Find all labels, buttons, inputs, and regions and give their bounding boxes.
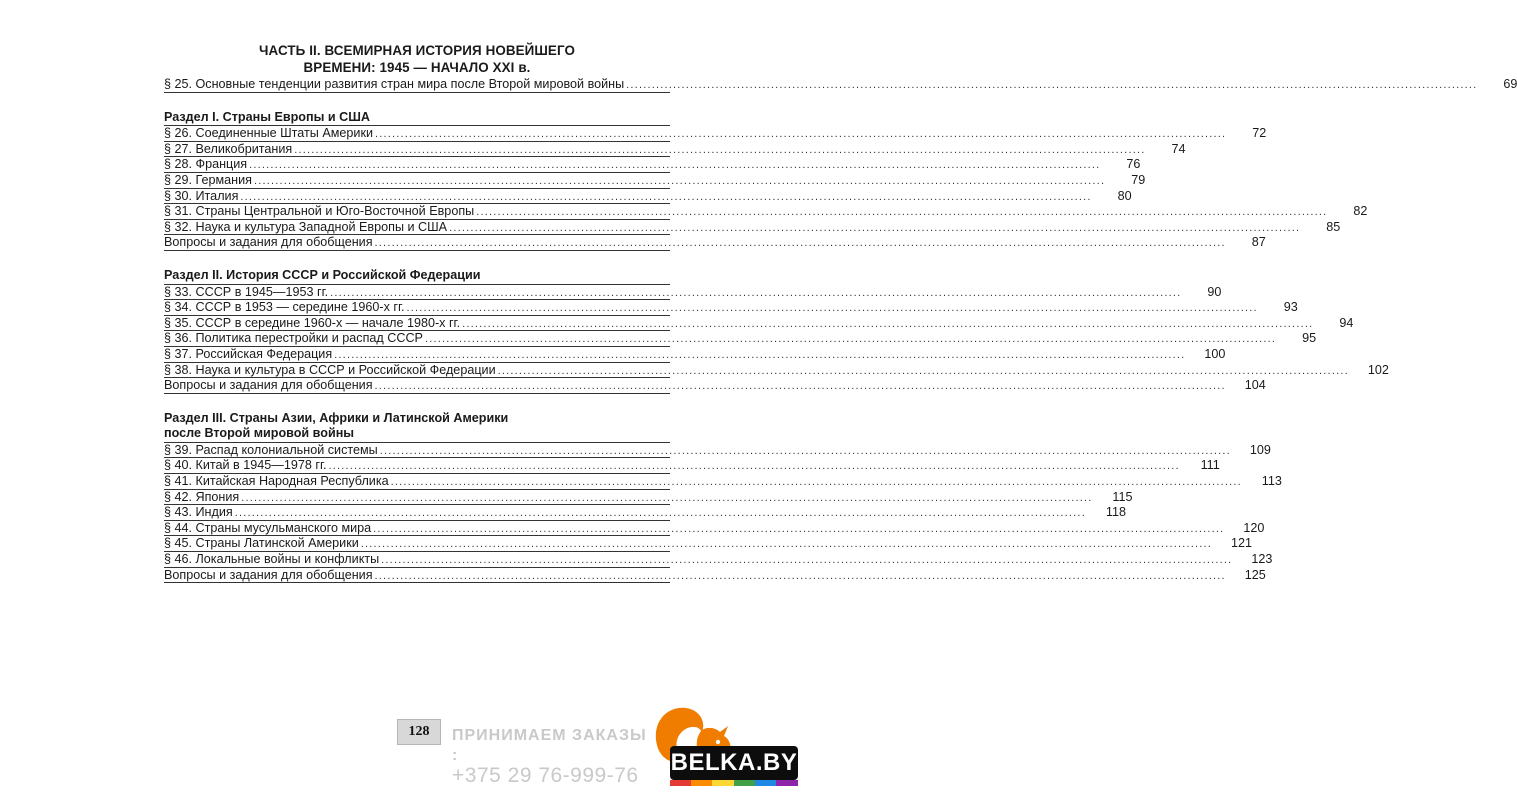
- toc-leader-dots: ........................................................................................................................................................................................................: [241, 491, 1093, 504]
- toc-item-page: 69: [1503, 77, 1517, 91]
- section-gap: [164, 394, 670, 411]
- toc-row: [164, 188, 1132, 205]
- toc-row: [164, 567, 1266, 584]
- toc-row: [164, 442, 1271, 459]
- toc-row: [164, 489, 1133, 506]
- toc-leader-dots: ........................................................................................................................................................................................................: [390, 476, 1242, 489]
- toc-item-page: 95: [1302, 331, 1317, 346]
- toc-item-page: 102: [1367, 362, 1389, 377]
- toc-row: [164, 474, 1282, 490]
- watermark-phone: +375 29 76-999-76: [452, 764, 639, 787]
- section-heading-line: после Второй мировой войны: [164, 426, 355, 441]
- toc-leader-dots: ........................................................................................................................................................................................................: [374, 380, 1226, 393]
- toc-item-page: 120: [1243, 520, 1265, 535]
- toc-item-page: 85: [1326, 219, 1341, 234]
- section-heading: [164, 268, 670, 285]
- toc-item-label: § 27. Великобритания: [164, 141, 293, 156]
- section-heading: [164, 110, 670, 127]
- toc-item-label: § 41. Китайская Народная Республика: [164, 474, 389, 489]
- toc-row: [164, 126, 1267, 142]
- toc-row: [164, 505, 1126, 521]
- toc-item-page: 109: [1249, 442, 1271, 457]
- toc-item-page: 118: [1105, 505, 1126, 520]
- toc-leader-dots: ........................................................................................................................................................................................................: [449, 221, 1301, 234]
- toc-item-label: § 33. СССР в 1945—1953 гг.: [164, 284, 329, 299]
- toc-item-label: § 25. Основные тенденции развития стран мира после Второй мировой войны: [164, 77, 625, 91]
- toc-item-page: 80: [1117, 188, 1132, 203]
- toc-item-page: 115: [1112, 489, 1133, 504]
- toc-leader-dots: ........................................................................................................................................................................................................: [379, 444, 1231, 457]
- toc-item-label: § 45. Страны Латинской Америки: [164, 536, 359, 551]
- toc-item-label: § 36. Политика перестройки и распад СССР: [164, 331, 423, 346]
- toc-item-label: § 43. Индия: [164, 505, 233, 520]
- toc-item-label: § 28. Франция: [164, 157, 248, 172]
- toc-item-label: § 29. Германия: [164, 172, 252, 187]
- toc-item-label: § 37. Российская Федерация: [164, 346, 333, 361]
- toc-leader-dots: ........................................................................................................................................................................................................: [253, 174, 1106, 187]
- toc-item-label: § 26. Соединенные Штаты Америки: [164, 126, 374, 141]
- section-heading-line: Раздел II. История СССР и Российской Федерации: [164, 267, 481, 282]
- toc-row: [164, 204, 1368, 220]
- toc-leader-dots: ........................................................................................................................................................................................................: [360, 538, 1213, 551]
- toc-item-label: Вопросы и задания для обобщения: [164, 567, 373, 582]
- toc-leader-dots: ........................................................................................................................................................................................................: [328, 460, 1180, 473]
- toc-item-label: § 34. СССР в 1953 — середине 1960-х гг.: [164, 300, 405, 315]
- toc-item-label: § 30. Италия: [164, 188, 239, 203]
- toc-leader-dots: ........................................................................................................................................................................................................: [626, 79, 1478, 91]
- toc-leader-dots: ........................................................................................................................................................................................................: [375, 128, 1227, 141]
- toc-item-page: 76: [1126, 157, 1141, 172]
- toc-leader-dots: ........................................................................................................................................................................................................: [497, 364, 1349, 377]
- toc-item-label: § 35. СССР в середине 1960-х — начале 1980-х гг.: [164, 315, 461, 330]
- toc-row: [164, 315, 1354, 332]
- toc-row: [164, 346, 1226, 363]
- toc-item-page: 100: [1204, 346, 1226, 361]
- toc-row: [164, 157, 1141, 173]
- toc-item-page: 123: [1251, 552, 1273, 567]
- toc-row: [164, 536, 1253, 552]
- toc-leader-dots: ........................................................................................................................................................................................................: [381, 554, 1233, 567]
- toc-item-label: § 44. Страны мусульманского мира: [164, 520, 372, 535]
- logo-rainbow-stripe: [670, 780, 798, 786]
- part-title-line-1: ЧАСТЬ II. ВСЕМИРНАЯ ИСТОРИЯ НОВЕЙШЕГО: [259, 43, 575, 58]
- toc-leader-dots: ........................................................................................................................................................................................................: [462, 317, 1314, 330]
- toc-row: [164, 284, 1222, 301]
- toc-leader-dots: ........................................................................................................................................................................................................: [374, 569, 1226, 582]
- watermark-text: [452, 726, 652, 786]
- toc-item-label: Вопросы и задания для обобщения: [164, 378, 373, 393]
- toc-leader-dots: ........................................................................................................................................................................................................: [249, 159, 1101, 172]
- part-title: [164, 43, 670, 76]
- part-title-line-2: ВРЕМЕНИ: 1945 — НАЧАЛО XXI в.: [303, 59, 531, 75]
- toc-row: [164, 378, 1266, 394]
- toc-leader-dots: ........................................................................................................................................................................................................: [406, 302, 1258, 315]
- toc-item-page: 104: [1244, 378, 1266, 393]
- toc-leader-dots: ........................................................................................................................................................................................................: [334, 348, 1186, 361]
- toc-row: [164, 300, 1298, 316]
- section-heading-line: Раздел III. Страны Азии, Африки и Латинской Америки: [164, 410, 509, 425]
- toc-row: [164, 141, 1186, 158]
- toc-leader-dots: ........................................................................................................................................................................................................: [476, 206, 1328, 219]
- toc-item-label: Вопросы и задания для обобщения: [164, 235, 373, 250]
- toc-row: [164, 219, 1341, 236]
- toc-item-page: 113: [1261, 474, 1282, 489]
- toc-item-label: § 42. Япония: [164, 489, 240, 504]
- section-gap: [164, 93, 670, 110]
- toc-item-label: § 39. Распад колониальной системы: [164, 442, 378, 457]
- watermark-orders-label: ПРИНИМАЕМ ЗАКАЗЫ :: [452, 727, 647, 764]
- toc-row: [164, 331, 1317, 347]
- toc-item-page: 87: [1251, 235, 1266, 250]
- toc-item-page: 82: [1353, 204, 1368, 219]
- section-gap: [164, 251, 670, 268]
- toc-row: [164, 458, 1220, 474]
- toc-row: [164, 77, 1517, 93]
- section-heading: [164, 411, 670, 443]
- toc-row: [164, 520, 1265, 537]
- toc-item-page: 72: [1252, 126, 1267, 141]
- toc-item-label: § 38. Наука и культура в СССР и Российской Федерации: [164, 362, 496, 377]
- toc-item-label: § 46. Локальные войны и конфликты: [164, 552, 380, 567]
- toc-item-page: 79: [1131, 172, 1146, 187]
- toc-leader-dots: ........................................................................................................................................................................................................: [424, 333, 1277, 346]
- page-number: 128: [397, 719, 441, 745]
- toc-leader-dots: ........................................................................................................................................................................................................: [234, 507, 1086, 520]
- toc-item-page: 74: [1171, 141, 1186, 156]
- toc-row: [164, 552, 1273, 568]
- toc-item-page: 93: [1283, 300, 1298, 315]
- toc-row: [164, 172, 1146, 189]
- section-heading-line: Раздел I. Страны Европы и США: [164, 109, 370, 124]
- toc-leader-dots: ........................................................................................................................................................................................................: [373, 522, 1225, 535]
- toc-leader-dots: ........................................................................................................................................................................................................: [294, 143, 1146, 156]
- toc-item-page: 94: [1339, 315, 1354, 330]
- toc-item-page: 90: [1207, 284, 1222, 299]
- toc-item-page: 111: [1200, 458, 1220, 473]
- toc-row: [164, 362, 1389, 379]
- toc-item-label: § 31. Страны Центральной и Юго-Восточной Европы: [164, 204, 475, 219]
- toc-item-label: § 32. Наука и культура Западной Европы и США: [164, 219, 448, 234]
- toc-item-page: 121: [1231, 536, 1253, 551]
- toc-leader-dots: ........................................................................................................................................................................................................: [330, 286, 1182, 299]
- toc-leader-dots: ........................................................................................................................................................................................................: [374, 237, 1226, 250]
- table-of-contents: [164, 77, 1517, 583]
- toc-item-label: § 40. Китай в 1945—1978 гг.: [164, 458, 327, 473]
- toc-leader-dots: ........................................................................................................................................................................................................: [240, 190, 1092, 203]
- logo-badge: BELKA.BY: [670, 746, 798, 780]
- toc-item-page: 125: [1244, 567, 1266, 582]
- toc-row: [164, 235, 1266, 251]
